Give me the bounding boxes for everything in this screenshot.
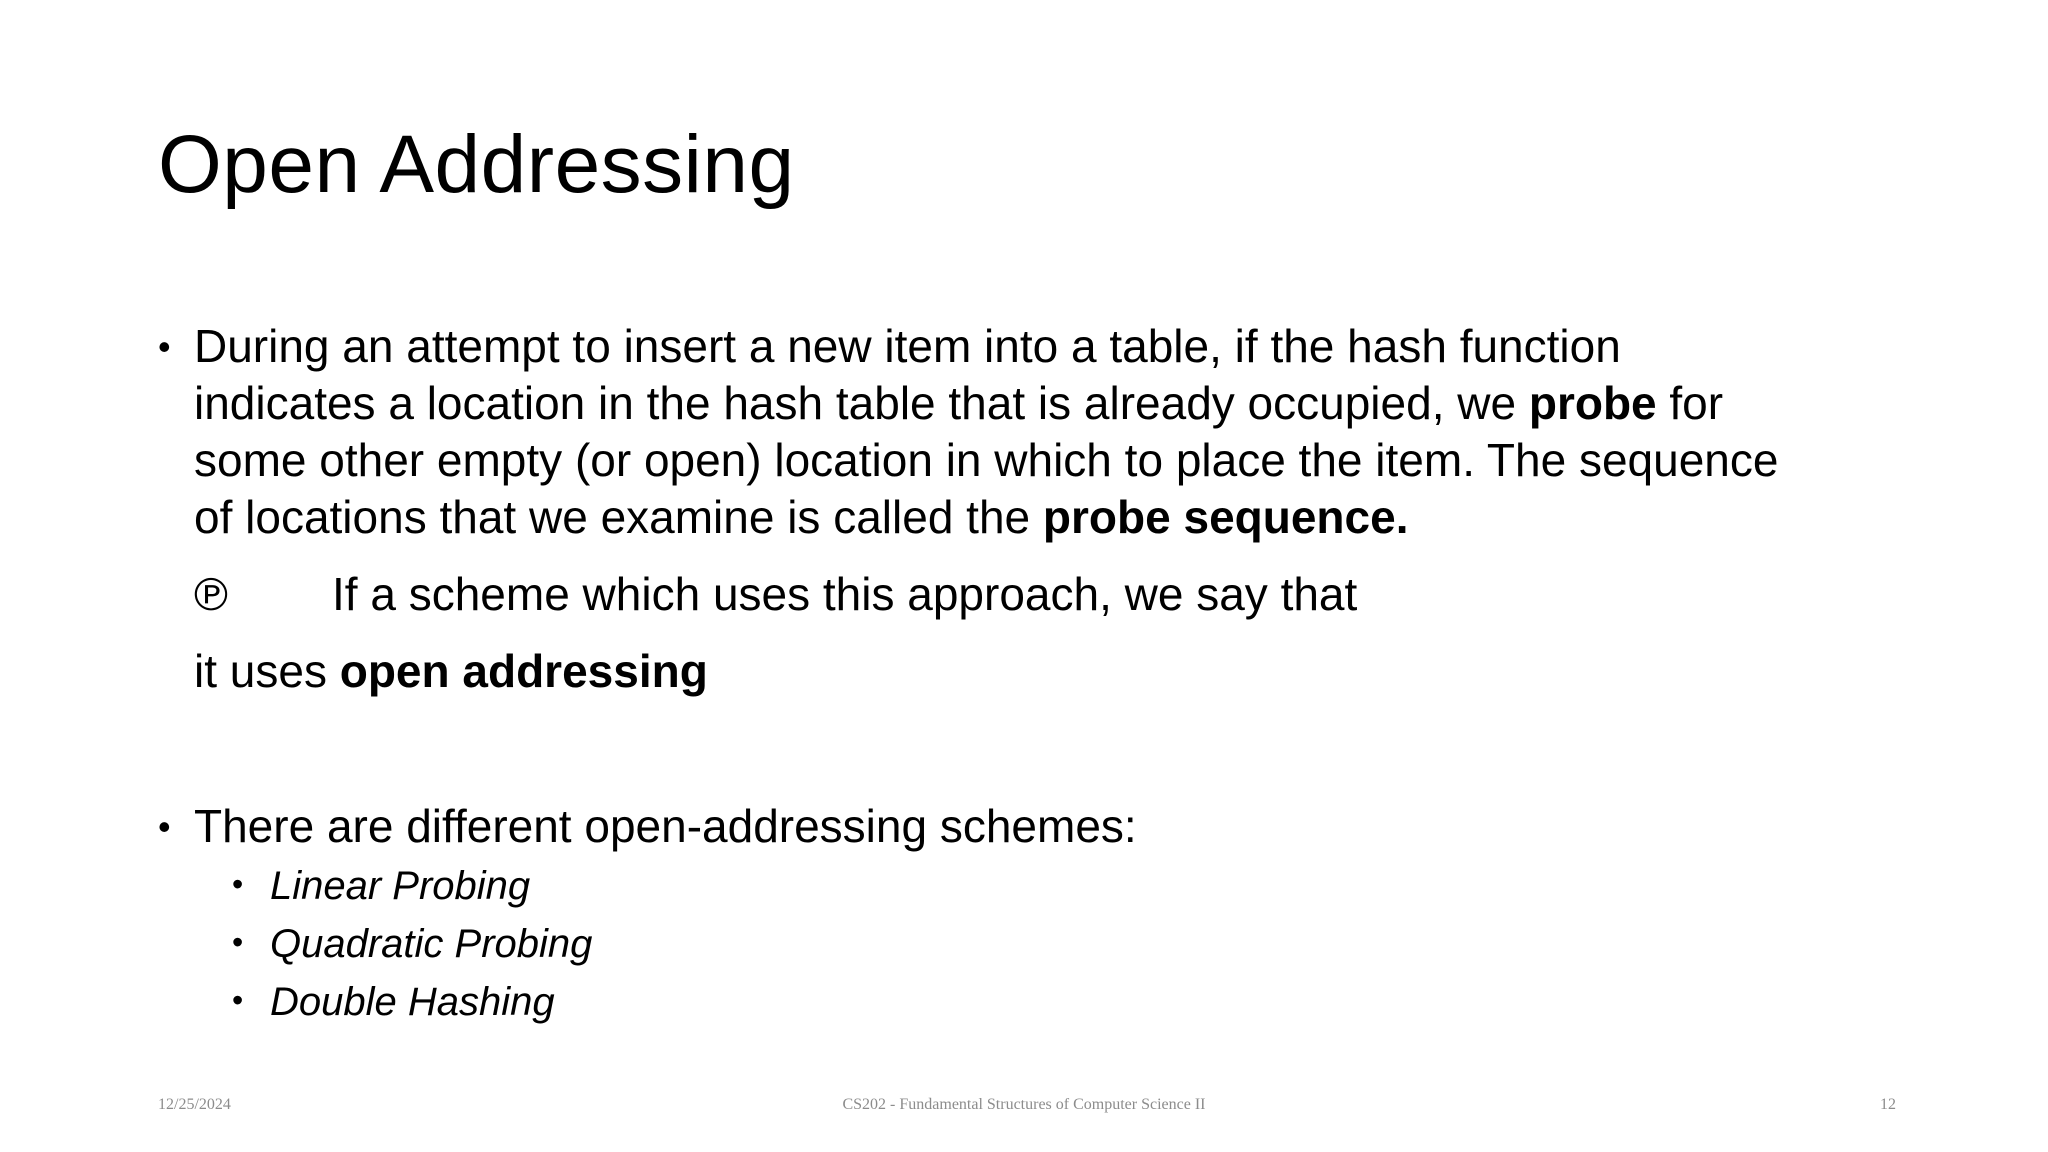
footer-course: CS202 - Fundamental Structures of Computer Science II xyxy=(842,1096,1206,1113)
bullet-text: There are different open-addressing schemes: xyxy=(194,800,1137,852)
bullet-icon: • xyxy=(232,866,244,902)
list-item-label: Linear Probing xyxy=(270,864,531,908)
bullet-line xyxy=(194,489,1918,546)
bullet-icon: • xyxy=(158,326,171,367)
list-item-label: Double Hashing xyxy=(270,980,555,1024)
slide-title: Open Addressing xyxy=(158,119,795,210)
bullet-line xyxy=(194,375,1918,432)
scheme-paragraph xyxy=(158,566,1918,623)
bullet-icon: • xyxy=(232,924,244,960)
bullet-line: During an attempt to insert a new item into a table, if the hash function xyxy=(194,320,1621,372)
open-addressing-paragraph xyxy=(158,643,1918,700)
footer-date: 12/25/2024 xyxy=(158,1096,231,1113)
bullet-probe-definition xyxy=(158,318,1918,546)
list-item xyxy=(232,857,1918,915)
scheme-text: If a scheme which uses this approach, we say that xyxy=(332,568,1358,620)
sound-recording-copyright-icon: ℗ xyxy=(194,568,228,620)
bold-term-open-addressing: open addressing xyxy=(339,645,708,697)
list-item-label: Quadratic Probing xyxy=(270,922,593,966)
spacer xyxy=(158,700,1918,798)
bullet-line: some other empty (or open) location in which to place the item. The sequence xyxy=(194,434,1779,486)
footer-page-number: 12 xyxy=(1880,1096,1896,1113)
list-item xyxy=(232,973,1918,1031)
slide-body xyxy=(158,318,1918,1031)
scheme-list xyxy=(158,857,1918,1031)
bullet-icon: • xyxy=(158,806,171,847)
text-run: of locations that we examine is called the xyxy=(194,491,1043,543)
text-run: for xyxy=(1656,377,1724,429)
list-item xyxy=(232,915,1918,973)
text-run: indicates a location in the hash table that is already occupied, we xyxy=(194,377,1529,429)
bold-term-probe-sequence: probe sequence. xyxy=(1042,491,1409,543)
bold-term-probe: probe xyxy=(1528,377,1657,429)
bullet-icon: • xyxy=(232,982,244,1018)
text-run: it uses xyxy=(194,645,340,697)
bullet-schemes xyxy=(158,798,1918,855)
